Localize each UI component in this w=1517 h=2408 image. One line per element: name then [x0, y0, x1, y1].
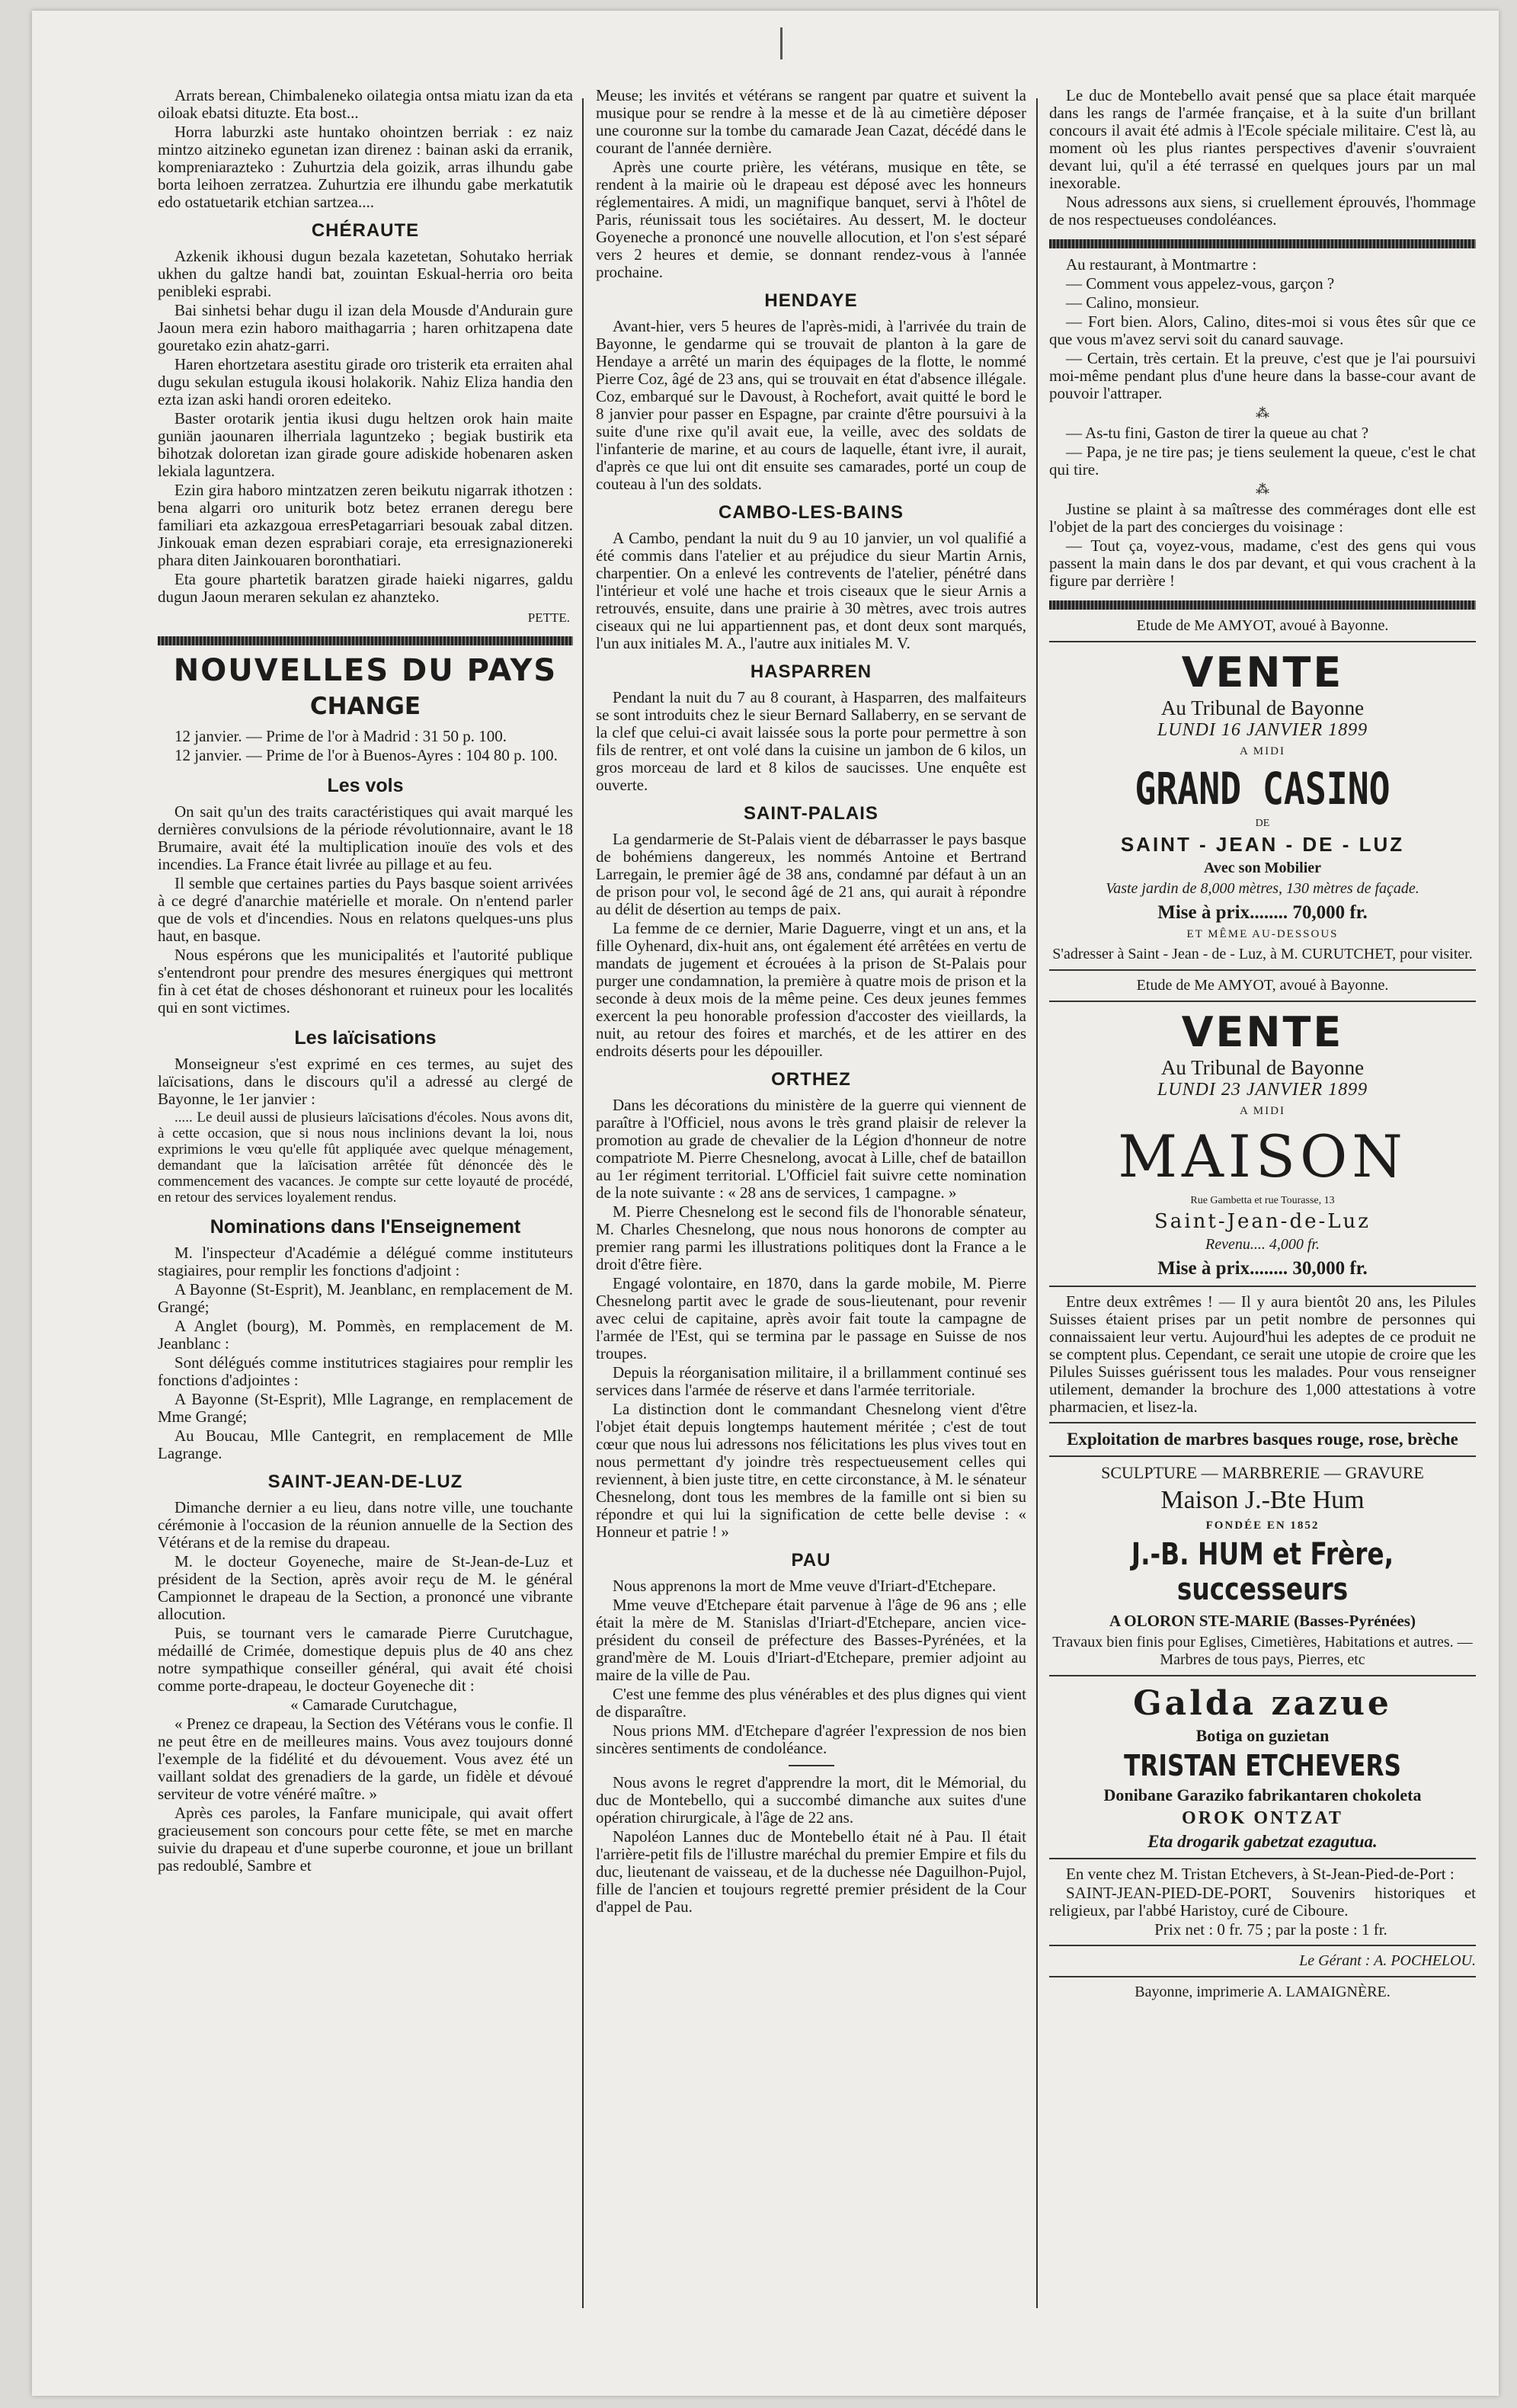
paragraph: M. Pierre Chesnelong est le second fils de l'honorable sénateur, M. Charles Chesnelong, que nous nous honorons de compter au premier rang parmi les illustrations politiques dont la France a le droit d'être fière. — [596, 1202, 1026, 1273]
paragraph: Au restaurant, à Montmartre : — [1066, 255, 1257, 274]
paragraph: A Bayonne (St-Esprit), Mlle Lagrange, en remplacement de Mme Grangé; — [158, 1390, 573, 1426]
divider — [1049, 1422, 1476, 1423]
asterism: ⁂ — [1256, 405, 1269, 421]
divider — [1049, 1286, 1476, 1287]
ad-place: Saint-Jean-de-Luz — [1154, 1210, 1371, 1233]
ad-time: A MIDI — [1240, 1105, 1285, 1117]
paragraph: Sont délégués comme institutrices stagiaires pour remplir les fonctions d'adjointes : — [158, 1353, 573, 1389]
divider — [158, 636, 573, 645]
ad-fondee: FONDÉE EN 1852 — [1205, 1519, 1320, 1532]
paragraph: Après une courte prière, les vétérans, musique en tête, se rendent à la mairie où le drapeau est déposé avec les honneurs réglementaires. A midi, un magnifique banquet, servi à l'hôtel de Paris, réunissait tous les sociétaires. Au dessert, M. le docteur Goyeneche a prononcé une nouvelle allocution, et l'on s'est séparé vers 2 heures et demie, se donnant rendez-vous à l'année prochaine. — [596, 158, 1026, 281]
paragraph: Mme veuve d'Etchepare était parvenue à l'âge de 96 ans ; elle était la mère de M. Stanislas d'Iriart-d'Etchepare, ancien vice-président du conseil de préfecture des Basses-Pyrénées, et la grand'mère de M. Louis d'Iriart-d'Etchepare, premier adjoint au maire de la ville de Pau. — [596, 1596, 1026, 1684]
section-title: Les laïcisations — [294, 1027, 437, 1049]
ad-title: GRAND CASINO — [1135, 763, 1391, 815]
ad-place: SAINT - JEAN - DE - LUZ — [1120, 833, 1405, 856]
paragraph: Il semble que certaines parties du Pays basque soient arrivées à ce degré d'anarchie matérielle et morale. On n'entend parler que de vols et d'incendies. Nous en relatons quelques-uns plus haut, en basque. — [158, 874, 573, 945]
paragraph: Meuse; les invités et vétérans se rangent par quatre et suivent la musique pour se rendre à la messe et de là au cimetière déposer une couronne sur la tombe du camarade Jean Cazat, décédé dans le courant de l'année dernière. — [596, 87, 1026, 157]
divider — [1049, 1945, 1476, 1946]
paragraph: La gendarmerie de St-Palais vient de débarrasser le pays basque de bohémiens dangereux, les nommés Antoine et Bertrand Larregain, le premier âgé de 38 ans, condamné par défaut à un an de prison pour vol, le second âgé de 21 ans, qui aurait à répondre au délit de désertion au temps de paix. — [596, 830, 1026, 918]
paragraph: 12 janvier. — Prime de l'or à Buenos-Ayres : 104 80 p. 100. — [174, 746, 558, 764]
paragraph: « Prenez ce drapeau, la Section des Vétérans vous le confie. Il ne peut être en de meilleures mains. Vous avez toujours donné l'exemple de la fidélité et du dévouement. Vous avez été un vaillant soldat des grenadiers de la garde, un fidèle et dévoué serviteur de votre vénéré maître. » — [158, 1715, 573, 1803]
paragraph: — Calino, monsieur. — [1066, 293, 1199, 312]
paragraph: 12 janvier. — Prime de l'or à Madrid : 31 50 p. 100. — [174, 727, 507, 745]
column-rule — [582, 98, 584, 2308]
paragraph: — Certain, très certain. Et la preuve, c'est que je l'ai poursuivi moi-même pendant plus d'une heure dans la basse-cour avant de pouvoir l'attraper. — [1049, 349, 1476, 402]
divider — [1049, 1001, 1476, 1002]
paragraph: — Tout ça, voyez-vous, madame, c'est des gens qui vous passent la main dans le dos par devant, et qui vous crachent à la figure par derrière ! — [1049, 536, 1476, 590]
section-title: Les vols — [327, 775, 404, 796]
paragraph: A Bayonne (St-Esprit), M. Jeanblanc, en remplacement de M. Grangé; — [158, 1280, 573, 1316]
paragraph: On sait qu'un des traits caractéristiques qui avait marqué les dernières convulsions de la période révolutionnaire, avant le 18 Brumaire, avait été la multiplication inouïe des vols et des incendies. La France était livrée au pillage et au feu. — [158, 802, 573, 873]
ad-title: TRISTAN ETCHEVERS — [1124, 1749, 1401, 1782]
ad-orok: OROK ONTZAT — [1182, 1808, 1343, 1828]
paragraph: Depuis la réorganisation militaire, il a brillamment continué ses services dans l'armée de réserve et dans l'armée territoriale. — [596, 1363, 1026, 1399]
paragraph: Napoléon Lannes duc de Montebello était né à Pau. Il était l'arrière-petit fils de l'illustre maréchal du premier Empire et fils du duc, lieutenant de vaisseau, et de la duchesse née Daguilhon-Pujol, fille de l'ancien et toujours regretté premier président de la Cour d'appel de Pau. — [596, 1827, 1026, 1916]
asterism: ⁂ — [1256, 482, 1269, 497]
section-title: HENDAYE — [764, 290, 858, 311]
ad-title: J.-B. HUM et Frère, successeurs — [1131, 1537, 1394, 1607]
column-2 — [596, 87, 1026, 1917]
imprimerie: Bayonne, imprimerie A. LAMAIGNÈRE. — [1135, 1984, 1391, 2000]
column-rule — [1036, 98, 1038, 2308]
ad-vente: VENTE — [1181, 648, 1344, 696]
ad-jardin: Vaste jardin de 8,000 mètres, 130 mètres de façade. — [1106, 880, 1419, 897]
paragraph: Ezin gira haboro mintzatzen zeren beikutu nigarrak ithotzen : bena algarri oro uniturik botz betez erranen deregu bere familiari eta azkazgoua erresPetagarriari besouak zabal ditzen. Jinkouak eman dezen esprabiari coraje, eta erresignazionereki phara diten Jainkouaren boronthatiari. — [158, 481, 573, 569]
paragraph: Dans les décorations du ministère de la guerre qui viennent de paraître à l'Officiel, nous avons le très grand plaisir de relever la promotion au grade de chevalier de la Légion d'honneur de notre compatriote M. Pierre Chesnelong, avocat à Lille, chef de bataillon au 1er régiment territorial. L'Officiel fait suivre cette nomination de la note suivante : « 28 ans de services, 1 campagne. » — [596, 1096, 1026, 1202]
section-title: CHÉRAUTE — [311, 220, 420, 241]
divider — [1049, 641, 1476, 642]
ad-revenu: Revenu.... 4,000 fr. — [1205, 1236, 1320, 1253]
paragraph: Bai sinhetsi behar dugu il izan dela Mousde d'Andurain gure Jaoun mera ezin haboro maithagarria ; haren orhitzapena date gouretako ezin ahatz-garri. — [158, 301, 573, 354]
ad-exploit: Exploitation de marbres basques rouge, rose, brèche — [1067, 1430, 1458, 1449]
paragraph: Arrats berean, Chimbaleneko oilategia ontsa miatu izan da eta oiloak ebatsi dituzte. Eta bost... — [158, 87, 573, 122]
ad-mobilier: Avec son Mobilier — [1203, 860, 1322, 876]
ad-etude: Etude de Me AMYOT, avoué à Bayonne. — [1136, 617, 1389, 634]
section-title: PAU — [791, 1550, 831, 1571]
ad-travaux: Travaux bien finis pour Eglises, Cimetières, Habitations et autres. — Marbres de tous pays, Pierres, etc — [1052, 1634, 1473, 1668]
paragraph: — Papa, je ne tire pas; je tiens seulement la queue, c'est le chat qui tire. — [1049, 443, 1476, 479]
divider — [1049, 1858, 1476, 1859]
paragraph: Le duc de Montebello avait pensé que sa place était marquée dans les rangs de l'armée française, et à la suite d'un brillant concours il avait été admis à l'Ecole spéciale militaire. C'est là, au moment où les plus riantes perspectives d'avenir s'ouvraient devant lui, qu'il a été terrassé en quelques jours par un mal inexorable. — [1049, 87, 1476, 192]
paragraph: Justine se plaint à sa maîtresse des commérages dont elle est l'objet de la part des concierges du voisinage : — [1049, 500, 1476, 536]
paragraph: Puis, se tournant vers le camarade Pierre Curutchague, médaillé de Crimée, domestique depuis plus de 40 ans chez notre sympathique conseiller général, qui avait été choisi comme porte-drapeau, le docteur Goyeneche dit : — [158, 1624, 573, 1695]
page-fold-mark — [780, 27, 783, 59]
section-banner: NOUVELLES DU PAYS — [173, 653, 558, 688]
paragraph: Nous prions MM. d'Etchepare d'agréer l'expression de nos bien sincères sentiments de condoléance. — [596, 1721, 1026, 1757]
paragraph: A Cambo, pendant la nuit du 9 au 10 janvier, un vol qualifié a été commis dans l'atelier et au préjudice du sieur Martin Arnis, charpentier. On a enlevé les contrevents de l'atelier, pénétré dans l'intérieur et volé une hache et trois ciseaux que le sieur Arnis a retrouvés, ensuite, dans une prairie à 30 mètres, avec trois autres ciseaux qui ne lui appartiennent pas, et dont deux sont marqués, l'un aux initiales M. A., l'autre aux initiales M. V. — [596, 529, 1026, 652]
paragraph: La femme de ce dernier, Marie Daguerre, vingt et un ans, et la fille Oyhenard, dix-huit ans, ont également été arrêtées en vertu de mandats de jugement et écrouées à la prison de St-Palais pour purger une condamnation, la première à quatre mois de prison et la seconde à deux mois de la même peine. Ces deux jeunes femmes exercent la peu honorable profession d'accoster des vieillards, la nuit, au retour des foires et marchés, et de les attirer en des endroits déserts pour les dépouiller. — [596, 919, 1026, 1060]
divider — [1049, 1455, 1476, 1457]
ad-de: DE — [1255, 818, 1270, 829]
ad-dessous: ET MÊME AU-DESSOUS — [1186, 928, 1339, 940]
paragraph: — Comment vous appelez-vous, garçon ? — [1066, 274, 1335, 293]
ad-tribunal: Au Tribunal de Bayonne — [1160, 1056, 1365, 1079]
paragraph: Eta goure phartetik baratzen girade haieki nigarres, galdu dugun Jaoun meraren sekulan ez ahanzteko. — [158, 570, 573, 606]
ad-marbres — [1049, 1430, 1476, 1669]
ad-date: LUNDI 16 JANVIER 1899 — [1157, 720, 1368, 740]
paragraph: C'est une femme des plus vénérables et des plus dignes qui vient de disparaître. — [596, 1685, 1026, 1721]
paragraph: — Fort bien. Alors, Calino, dites-moi si vous êtes sûr que ce que vous m'avez servi soit du canard sauvage. — [1049, 312, 1476, 348]
section-title: HASPARREN — [750, 661, 872, 682]
ad-date: LUNDI 23 JANVIER 1899 — [1157, 1080, 1368, 1100]
paragraph: Monseigneur s'est exprimé en ces termes, au sujet des laïcisations, dans le discours qu'il a adressé au clergé de Bayonne, le 1er janvier : — [158, 1055, 573, 1108]
column-1 — [158, 87, 573, 1876]
quotation: ..... Le deuil aussi de plusieurs laïcisations d'écoles. Nous avons dit, à cette occasion, que si nous nous inclinions devant la loi, nous exprimions le vœu qu'elle fût appliquée avec quelque ménagement, demandant que la laïcisation arrêtée fût dénoncée dès le commencement des vacances. Je compte sur cette loyauté de procédé, en retour des services loyalement rendus. — [158, 1110, 573, 1206]
paragraph: Nous avons le regret d'apprendre la mort, dit le Mémorial, du duc de Montebello, qui a succombé dimanche aux suites d'une opération chirurgicale, à l'âge de 22 ans. — [596, 1773, 1026, 1827]
paragraph: Au Boucau, Mlle Cantegrit, en remplacement de Mlle Lagrange. — [158, 1427, 573, 1462]
divider — [1049, 1675, 1476, 1676]
ad-eta: Eta drogarik gabetzat ezagutua. — [1147, 1832, 1378, 1851]
ad-time: A MIDI — [1240, 745, 1285, 757]
ad-maison-hum: Maison J.-Bte Hum — [1160, 1486, 1365, 1514]
ad-prix: Mise à prix........ 70,000 fr. — [1157, 902, 1368, 923]
signature: PETTE. — [527, 610, 570, 625]
paragraph: Horra laburzki aste huntako ohointzen berriak : ez naiz mintzo aitzineko egunetan izan direnez : bainan aski da erranik, kompreniarazteko : Zuhurtzia dela goizik, arras ilhundu gabe borta leihoen zerratzea. Zuhurtzia ere ilhundu gabe merkatutik edo ostatuetarik etchian sartzea.... — [158, 123, 573, 211]
paragraph: Prix net : 0 fr. 75 ; par la poste : 1 fr. — [1154, 1920, 1387, 1939]
section-title: CHANGE — [309, 693, 421, 720]
ad-donibane: Donibane Garaziko fabrikantaren chokoleta — [1103, 1785, 1422, 1804]
divider — [789, 1765, 834, 1766]
divider — [1049, 1976, 1476, 1977]
section-title: CAMBO-LES-BAINS — [718, 502, 904, 523]
divider — [1049, 969, 1476, 971]
ad-botiga: Botiga on guzietan — [1195, 1726, 1330, 1745]
ad-maison — [1049, 977, 1476, 1279]
paragraph: La distinction dont le commandant Chesnelong vient d'être l'objet était depuis longtemps hautement méritée ; c'est de tout cœur que nous lui adressons nos félicitations les plus vives tout en nous permettant d'y joindre très respectueusement celles qui reviennent, à bien juste titre, en cette circonstance, à M. le sénateur Chesnelong, dont tous les membres de la famille ont si bien su répondre et qui lui la signification de cette belle devise : « Honneur et patrie ! » — [596, 1400, 1026, 1541]
divider — [1049, 239, 1476, 248]
paragraph: Engagé volontaire, en 1870, dans la garde mobile, M. Pierre Chesnelong partit avec le grade de sous-lieutenant, pour revenir avec celui de capitaine, après avoir fait toute la campagne de l'armée de l'Est, qui se termina par le passage en Suisse de nos troupes. — [596, 1274, 1026, 1363]
ad-vente: VENTE — [1181, 1008, 1344, 1056]
paragraph: Avant-hier, vers 5 heures de l'après-midi, à l'arrivée du train de Bayonne, le gendarme qui se trouvait de planton à la gare de Hendaye a arrêté un marin des équipages de la flotte, le nommé Pierre Coz, âgé de 23 ans, qui se trouvait en état d'absence illégale. Coz, embarqué sur le Davoust, à Rochefort, avait quitté le bord le 8 janvier pour passer en Espagne, par crainte d'être poursuivi à la suite d'une rixe qu'il avait eue, la veille, avec des soldats de l'infanterie de marine, et au cours de laquelle, étant ivre, il aurait, d'après ce que lui ont dit ensuite ses camarades, porté un coup de couteau à l'un des soldats. — [596, 317, 1026, 493]
gerant: Le Gérant : A. POCHELOU. — [1299, 1952, 1476, 1969]
ad-grand-casino — [1049, 617, 1476, 963]
ad-rue: Rue Gambetta et rue Tourasse, 13 — [1190, 1195, 1335, 1206]
ad-sculpt: SCULPTURE — MARBRERIE — GRAVURE — [1101, 1463, 1424, 1482]
ad-galda: Galda zazue — [1133, 1684, 1392, 1723]
section-title: ORTHEZ — [771, 1069, 851, 1090]
paragraph: — As-tu fini, Gaston de tirer la queue au chat ? — [1066, 424, 1369, 442]
section-title: Nominations dans l'Enseignement — [210, 1216, 521, 1238]
ad-adresser: S'adresser à Saint - Jean - de - Luz, à M. CURUTCHET, pour visiter. — [1052, 946, 1473, 962]
paragraph: SAINT-JEAN-PIED-DE-PORT, Souvenirs historiques et religieux, par l'abbé Haristoy, curé de Ciboure. — [1049, 1884, 1476, 1920]
paragraph: Nous adressons aux siens, si cruellement éprouvés, l'hommage de nos respectueuses condoléances. — [1049, 193, 1476, 229]
newspaper-page — [32, 11, 1499, 2396]
ad-chocolat — [1049, 1684, 1476, 1852]
paragraph: « Camarade Curutchague, — [290, 1696, 457, 1714]
paragraph: Nous apprenons la mort de Mme veuve d'Iriart-d'Etchepare. — [613, 1577, 997, 1595]
paragraph: A Anglet (bourg), M. Pommès, en remplacement de M. Jeanblanc : — [158, 1317, 573, 1353]
ad-prix: Mise à prix........ 30,000 fr. — [1157, 1258, 1368, 1279]
ad-tribunal: Au Tribunal de Bayonne — [1160, 696, 1365, 719]
ad-oloron: A OLORON STE-MARIE (Basses-Pyrénées) — [1109, 1612, 1416, 1630]
divider — [1049, 600, 1476, 610]
paragraph: Baster orotarik jentia ikusi dugu heltzen orok hain maite guniän jaounaren ilherriala laguntzeko ; begiak bustirik eta bihotzak doloretan izan girade goure adiskide hobenaren asken lekiala laguntzera. — [158, 409, 573, 480]
section-title: SAINT-JEAN-DE-LUZ — [267, 1471, 463, 1492]
paragraph: En vente chez M. Tristan Etchevers, à St-Jean-Pied-de-Port : — [1066, 1865, 1455, 1883]
paragraph: M. le docteur Goyeneche, maire de St-Jean-de-Luz et président de la Section, après avoir reçu de M. le général Campionnet le drapeau de la Section, a prononcé une vibrante allocution. — [158, 1552, 573, 1623]
ad-title: MAISON — [1118, 1122, 1407, 1190]
paragraph: Azkenik ikhousi dugun bezala kazetetan, Sohutako herriak ukhen du galtze handi bat, zouintan Eskual-herria oro beita penibleki esprabi. — [158, 247, 573, 300]
ad-pilules: Entre deux extrêmes ! — Il y aura bientôt 20 ans, les Pilules Suisses étaient prises par un petit nombre de personnes qui connaissaient leur vertu. Aujourd'hui les adeptes de ce produit ne se comptent plus. Cependant, ce serait une utopie de croire que les Pilules Suisses guérissent tous les malades. Pour vous renseigner utilement, demander la brochure des 1,000 attestations à votre pharmacien, et lisez-la. — [1049, 1292, 1476, 1416]
paragraph: Pendant la nuit du 7 au 8 courant, à Hasparren, des malfaiteurs se sont introduits chez le sieur Bernard Sallaberry, en se servant de la clef que celui-ci avait laissée sous la porte pour permettre à son fils de rentrer, et ont volé dans la cuisine un jambon de 6 kilos, un gros morceau de lard et 8 kilos de saucisses. Une enquête est ouverte. — [596, 688, 1026, 794]
paragraph: M. l'inspecteur d'Académie a délégué comme instituteurs stagiaires, pour remplir les fonctions d'adjoint : — [158, 1244, 573, 1279]
section-title: SAINT-PALAIS — [744, 803, 879, 824]
paragraph: Dimanche dernier a eu lieu, dans notre ville, une touchante cérémonie à l'occasion de la réunion annuelle de la Section des Vétérans et de la remise du drapeau. — [158, 1498, 573, 1551]
paragraph: Après ces paroles, la Fanfare municipale, qui avait offert gracieusement son concours pour cette fête, se met en marche suivie du drapeau et d'une superbe couronne, et joue un brillant pas redoublé, Sambre et — [158, 1804, 573, 1875]
paragraph: Haren ehortzetara asestitu girade oro tristerik eta erraiten ahal dugu sekulan estugula ikousi holakorik. Nahiz Eliza handia den ezta izan aski handi ororen edeiteko. — [158, 355, 573, 408]
column-3 — [1049, 87, 1476, 2004]
ad-etude: Etude de Me AMYOT, avoué à Bayonne. — [1136, 977, 1389, 994]
paragraph: Nous espérons que les municipalités et l'autorité publique s'entendront pour prendre des mesures énergiques qui mettront fin à cet état de choses déshonorant et ruineux pour les localités qui en sont victimes. — [158, 946, 573, 1017]
